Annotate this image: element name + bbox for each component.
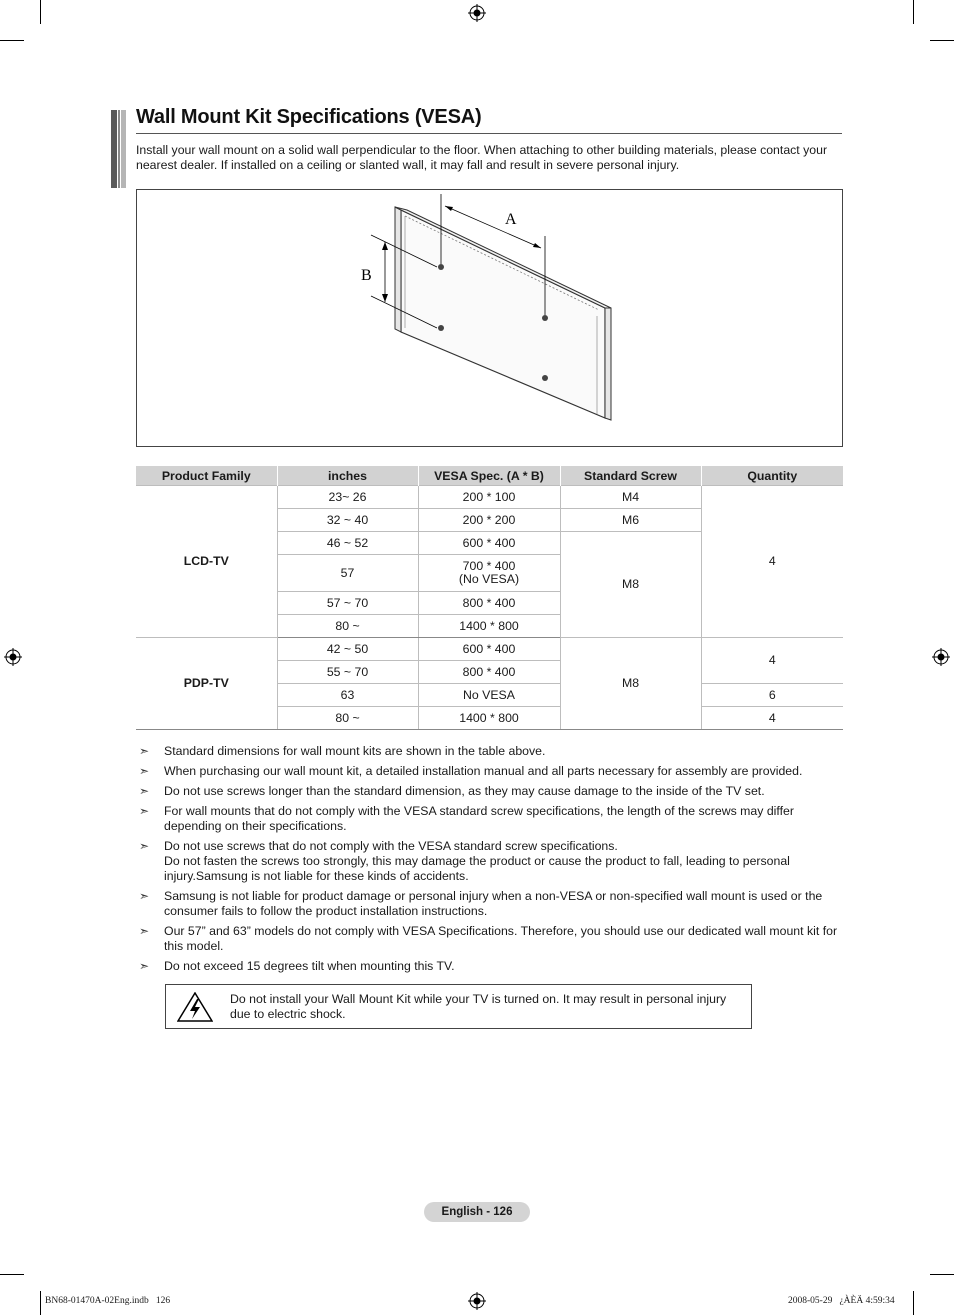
quantity-cell: 4 (701, 707, 843, 730)
note-text: Do not exceed 15 degrees tilt when mounting this TV. (164, 959, 455, 973)
notes-list (136, 744, 842, 979)
note-text: Our 57” and 63” models do not comply with VESA Specifications. Therefore, you should use our dedicated wall mount kit for this model. (164, 924, 838, 953)
table-row (136, 638, 843, 661)
header-product-family: Product Family (136, 466, 277, 486)
note-text: For wall mounts that do not comply with the VESA standard screw specifications, the length of the screws may differ depending on their specifications. (164, 804, 794, 833)
tv-back-illustration (137, 190, 842, 446)
note-item (136, 804, 842, 834)
quantity-cell: 4 (701, 638, 843, 684)
note-item (136, 959, 842, 974)
crop-mark (40, 0, 41, 24)
crop-mark (40, 1291, 41, 1315)
registration-mark-icon (468, 1292, 486, 1310)
note-text: Do not fasten the screws too strongly, this may damage the product or cause the product to fall, leading to personal injury.Samsung is not liable for these kinds of accidents. (164, 854, 790, 883)
vesa-cell: 800 * 400 (418, 592, 560, 615)
registration-mark-icon (932, 648, 950, 666)
inches-cell: 80 ~ (277, 615, 418, 638)
note-item (136, 889, 842, 919)
screw-cell: M6 (560, 509, 701, 532)
quantity-cell: 4 (701, 486, 843, 638)
note-text: Samsung is not liable for product damage or personal injury when a non-VESA or non-specified wall mount is used or the consumer fails to follow the product installation instructions. (164, 889, 823, 918)
vesa-cell (418, 555, 560, 592)
inches-cell: 57 ~ 70 (277, 592, 418, 615)
note-arrow-icon: ➣ (139, 924, 150, 938)
title-divider (136, 133, 842, 134)
quantity-cell: 6 (701, 684, 843, 707)
crop-mark (913, 1291, 914, 1315)
intro-paragraph: Install your wall mount on a solid wall perpendicular to the floor. When attaching to other building materials, please contact your nearest dealer. If installed on a ceiling or slanted wall, it may fall and result in severe personal injury. (136, 143, 828, 172)
header-vesa-spec: VESA Spec. (A * B) (418, 466, 560, 486)
crop-mark (930, 40, 954, 41)
warning-box (165, 984, 752, 1029)
inches-cell: 80 ~ (277, 707, 418, 730)
title-accent-bar (111, 110, 127, 188)
electric-shock-warning-icon (177, 992, 213, 1022)
note-item (136, 764, 842, 779)
vesa-cell: 200 * 200 (418, 509, 560, 532)
screw-cell: M4 (560, 486, 701, 509)
note-item (136, 744, 842, 759)
inches-cell: 23~ 26 (277, 486, 418, 509)
vesa-value: 700 * 400 (462, 559, 516, 573)
inches-cell: 57 (277, 555, 418, 592)
vesa-cell: 600 * 400 (418, 638, 560, 661)
header-standard-screw: Standard Screw (560, 466, 701, 486)
header-inches: inches (277, 466, 418, 486)
note-text: Do not use screws that do not comply with the VESA standard screw specifications. (164, 839, 618, 853)
vesa-cell: 1400 * 800 (418, 707, 560, 730)
inches-cell: 42 ~ 50 (277, 638, 418, 661)
registration-mark-icon (468, 4, 486, 22)
registration-mark-icon (4, 648, 22, 666)
crop-mark (913, 0, 914, 24)
wall-mount-diagram (136, 189, 843, 447)
note-text: Standard dimensions for wall mount kits are shown in the table above. (164, 744, 546, 758)
page-number-badge: English - 126 (424, 1202, 530, 1222)
note-item (136, 784, 842, 799)
table-row (136, 486, 843, 509)
inches-cell: 55 ~ 70 (277, 661, 418, 684)
table-header-row (136, 466, 843, 486)
crop-mark (0, 40, 24, 41)
note-arrow-icon: ➣ (139, 889, 150, 903)
vesa-cell: 1400 * 800 (418, 615, 560, 638)
dimension-a-label: A (505, 211, 517, 228)
note-text: Do not use screws longer than the standard dimension, as they may cause damage to the inside of the TV set. (164, 784, 765, 798)
dimension-b-label: B (361, 267, 372, 284)
footer-file-info: BN68-01470A-02Eng.indb 126 (45, 1296, 171, 1306)
vesa-cell: 200 * 100 (418, 486, 560, 509)
vesa-cell: 600 * 400 (418, 532, 560, 555)
note-item (136, 839, 842, 884)
vesa-note: (No VESA) (458, 572, 520, 586)
vesa-spec-table (136, 466, 843, 730)
crop-mark (0, 1274, 24, 1275)
note-text: When purchasing our wall mount kit, a detailed installation manual and all parts necessary for assembly are provided. (164, 764, 803, 778)
header-quantity: Quantity (701, 466, 843, 486)
crop-mark (930, 1274, 954, 1275)
inches-cell: 32 ~ 40 (277, 509, 418, 532)
family-cell: PDP-TV (136, 638, 277, 730)
inches-cell: 63 (277, 684, 418, 707)
note-arrow-icon: ➣ (139, 804, 150, 818)
vesa-cell: 800 * 400 (418, 661, 560, 684)
warning-text: Do not install your Wall Mount Kit while your TV is turned on. It may result in personal injury due to electric shock. (230, 992, 727, 1021)
screw-cell: M8 (560, 638, 701, 730)
note-arrow-icon: ➣ (139, 784, 150, 798)
screw-cell: M8 (560, 532, 701, 638)
inches-cell: 46 ~ 52 (277, 532, 418, 555)
family-cell: LCD-TV (136, 486, 277, 638)
note-item (136, 924, 842, 954)
page-title: Wall Mount Kit Specifications (VESA) (136, 106, 482, 128)
note-arrow-icon: ➣ (139, 744, 150, 758)
note-arrow-icon: ➣ (139, 764, 150, 778)
note-arrow-icon: ➣ (139, 959, 150, 973)
vesa-cell: No VESA (418, 684, 560, 707)
note-arrow-icon: ➣ (139, 839, 150, 853)
footer-timestamp: 2008-05-29 ¿ÀÈÄ 4:59:34 (788, 1296, 895, 1306)
